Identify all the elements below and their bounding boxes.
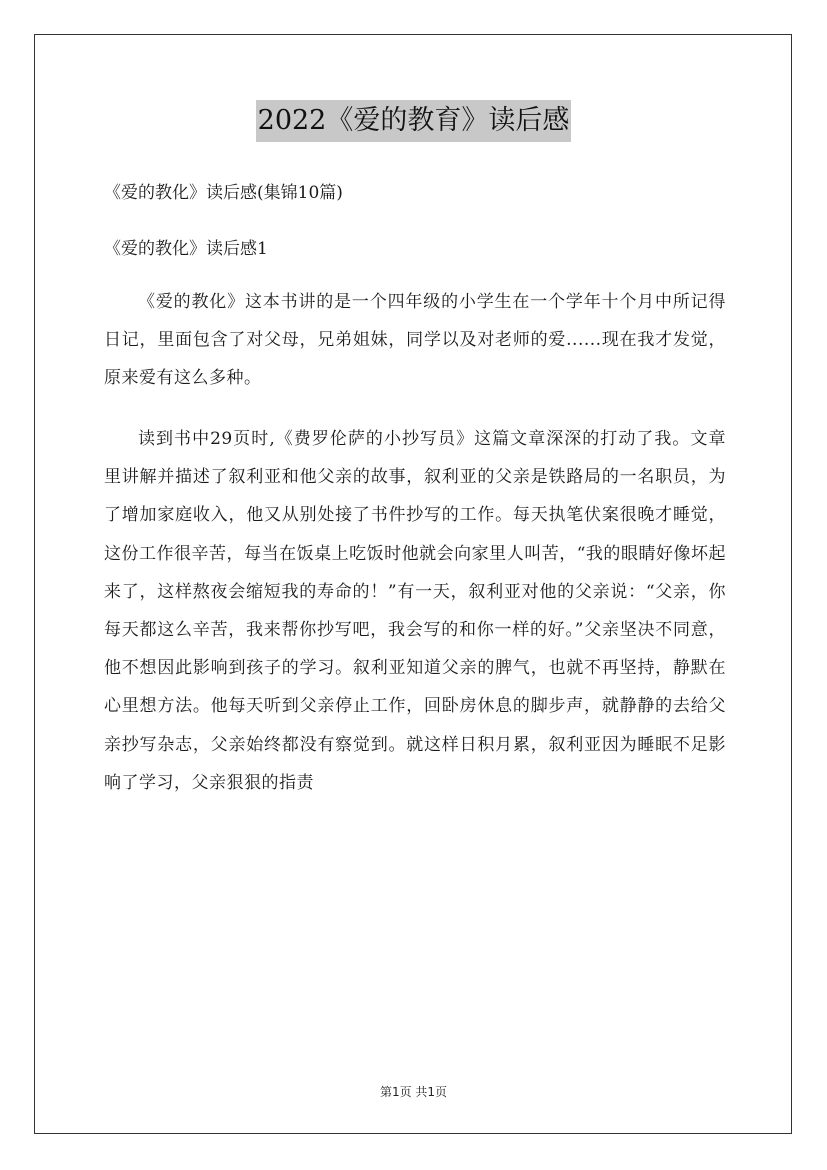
section-heading: 《爱的教化》读后感1 — [104, 239, 268, 259]
page-footer: 第1页 共1页 — [379, 1085, 448, 1099]
title-container — [0, 100, 827, 142]
document-subtitle: 《爱的教化》读后感(集锦10篇) — [104, 183, 343, 203]
paragraph-2: 读到书中29页时,《费罗伦萨的小抄写员》这篇文章深深的打动了我。文章里讲解并描述了叙利亚和他父亲的故事，叙利亚的父亲是铁路局的一名职员，为了增加家庭收入，他又从别处接了书件抄写的工作。每天执笔伏案很晚才睡觉，这份工作很辛苦，每当在饭桌上吃饭时他就会向家里人叫苦，“我的眼睛好像坏起来了，这样熬夜会缩短我的寿命的！”有一天，叙利亚对他的父亲说：“父亲，你每天都这么辛苦，我来帮你抄写吧，我会写的和你一样的好。”父亲坚决不同意，他不想因此影响到孩子的学习。叙利亚知道父亲的脾气，也就不再坚持，静默在心里想方法。他每天听到父亲停止工作，回卧房休息的脚步声，就静静的去给父亲抄写杂志，父亲始终都没有察觉到。就这样日积月累，叙利亚因为睡眠不足影响了学习，父亲狠狠的指责 — [104, 429, 726, 793]
document-title: 2022《爱的教育》读后感 — [256, 100, 572, 142]
paragraph-1: 《爱的教化》这本书讲的是一个四年级的小学生在一个学年十个月中所记得日记，里面包含了对父母，兄弟姐妹，同学以及对老师的爱......现在我才发觉，原来爱有这么多种。 — [104, 292, 726, 389]
